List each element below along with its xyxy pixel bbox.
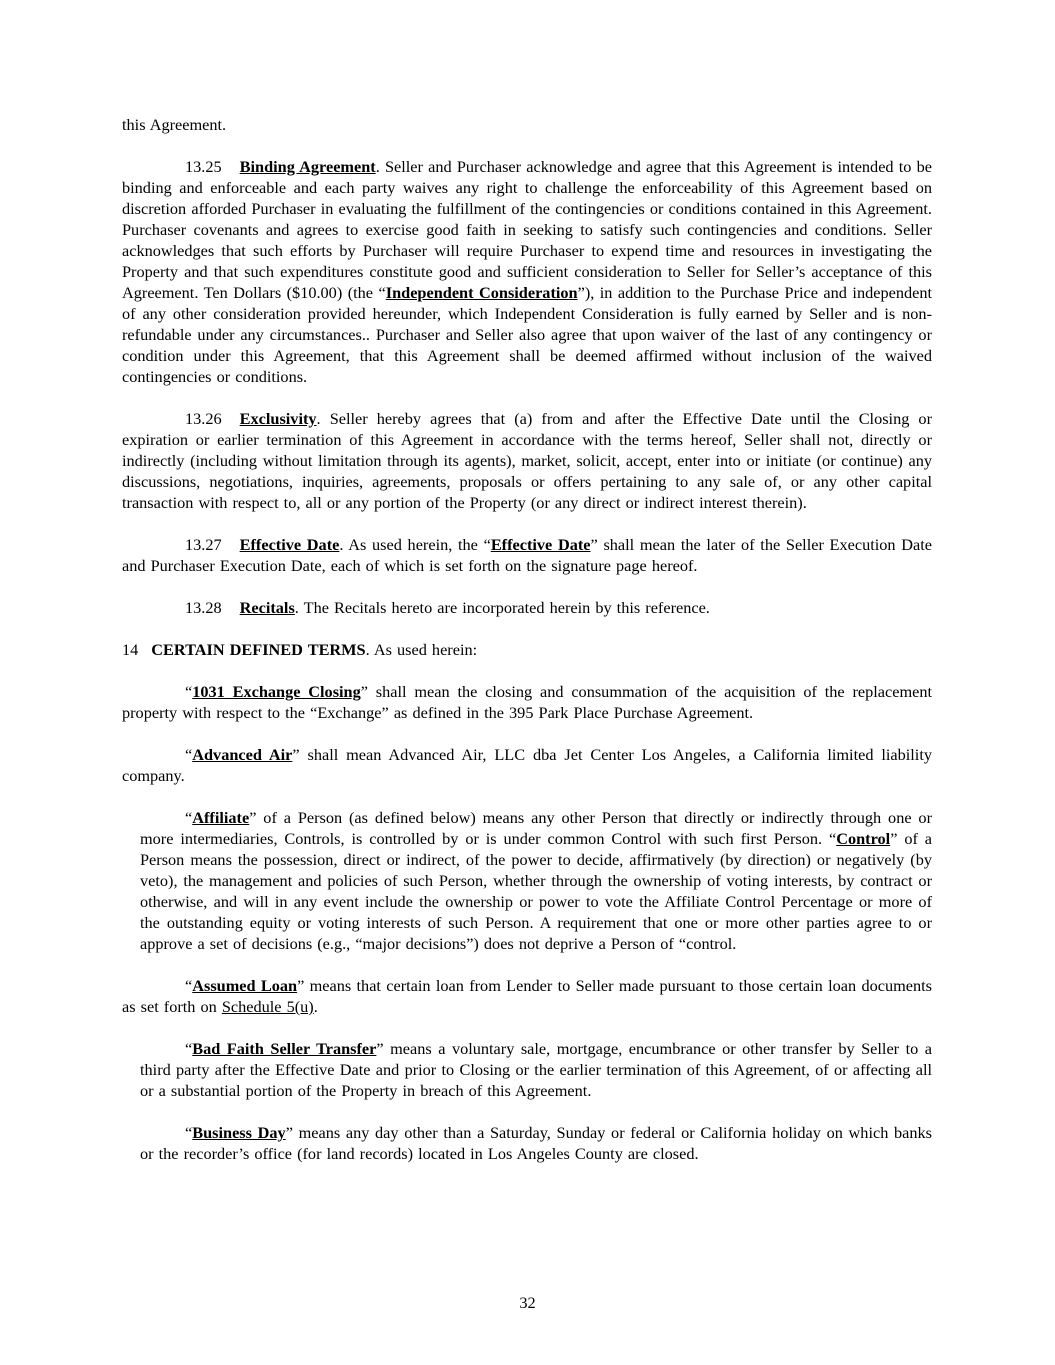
defined-term: Effective Date [490,535,591,554]
section-title: Recitals [239,598,295,617]
definition-business-day [140,1122,932,1164]
text-run: ” shall mean the later of the Seller Execution Date and Purchaser Execution Date, each of which is set forth on the signature page hereof. [122,535,932,575]
text-run: ”), in addition to the Purchase Price and independent of any other consideration provided hereunder, which Independent Consideration is fully earned by Seller and is non-refundable under any circumstances.. Purchaser and Seller also agree that upon waiver of the last of any contingency or condition under this Agreement, that this Agreement shall be deemed affirmed without inclusion of the waived contingencies or conditions. [122,283,932,386]
text-run: “ [185,1039,193,1058]
section-number: 13.25 [185,157,222,176]
section-13-28-recitals [122,597,932,618]
text-run: this Agreement. [122,115,227,134]
text-run: ” means any day other than a Saturday, Sunday or federal or California holiday on which banks or the recorder’s office (for land records) located in Los Angeles County are closed. [140,1123,932,1163]
text-run: . Seller and Purchaser acknowledge and agree that this Agreement is intended to be binding and enforceable and each party waives any right to challenge the enforceability of this Agreement based on discretion afforded Purchaser in evaluating the fulfillment of the contingencies or conditions contained in this Agreement. Purchaser covenants and agrees to exercise good faith in seeking to satisfy such contingencies and conditions. Seller acknowledges that such efforts by Purchaser will require Purchaser to expend time and resources in investigating the Property and that such expenditures constitute good and sufficient consideration to Seller for Seller’s acceptance of this Agreement. Ten Dollars ($10.00) (the “ [122,157,932,302]
paragraph-continuation [122,114,932,135]
defined-term: Affiliate [192,808,250,827]
text-run: “ [185,745,193,764]
definition-assumed-loan [122,975,932,1017]
text-run: “ [185,682,193,701]
text-run: “ [185,1123,193,1142]
definition-bad-faith-seller-transfer [140,1038,932,1101]
section-number: 13.28 [185,598,222,617]
defined-term: Advanced Air [192,745,293,764]
text-run: ” means that certain loan from Lender to Seller made pursuant to those certain loan documents as set forth on [122,976,932,1016]
text-run: . As used herein: [365,640,478,659]
schedule-reference: Schedule 5(u) [221,997,314,1016]
text-run: “ [185,976,193,995]
definition-advanced-air [122,744,932,786]
section-13-25-binding-agreement [122,156,932,387]
section-number: 14 [122,640,139,659]
section-number: 13.26 [185,409,222,428]
section-title: Exclusivity [239,409,317,428]
text-run: ” of a Person means the possession, direct or indirect, of the power to decide, affirmatively (by direction) or negatively (by veto), the management and policies of such Person, whether through the ownership of voting interests, by contract or otherwise, and will in any event include the ownership or power to vote the Affiliate Control Percentage or more of the outstanding equity or voting interests of such Person. A requirement that one or more other parties agree to or approve a set of decisions (e.g., “major decisions”) does not deprive a Person of “control. [140,829,933,953]
section-14-certain-defined-terms [122,639,932,660]
text-run: “ [185,808,193,827]
section-number: 13.27 [185,535,222,554]
text-run: ” shall mean Advanced Air, LLC dba Jet Center Los Angeles, a California limited liability company. [122,745,932,785]
text-run: . Seller hereby agrees that (a) from and after the Effective Date until the Closing or expiration or earlier termination of this Agreement in accordance with the terms hereof, Seller shall not, directly or indirectly (including without limitation through its agents), market, solicit, accept, enter into or initiate (or continue) any discussions, negotiations, inquiries, agreements, proposals or offers pertaining to any sale of, or any other capital transaction with respect to, all or any portion of the Property (or any direct or indirect interest therein). [122,409,932,512]
section-13-26-exclusivity [122,408,932,513]
definition-affiliate [140,807,932,954]
text-run: ” of a Person (as defined below) means any other Person that directly or indirectly through one or more intermediaries, Controls, is controlled by or is under common Control with such first Person. “ [140,808,932,848]
page-number: 32 [519,1293,536,1312]
section-title: Effective Date [239,535,340,554]
defined-term: Control [836,829,891,848]
defined-term: Assumed Loan [192,976,298,995]
section-title: Binding Agreement [239,157,376,176]
text-run: . [313,997,318,1016]
text-run: . As used herein, the “ [339,535,491,554]
definition-1031-exchange-closing [122,681,932,723]
defined-term: Business Day [192,1123,286,1142]
section-13-27-effective-date [122,534,932,576]
defined-term: 1031 Exchange Closing [192,682,361,701]
text-run: ” shall mean the closing and consummation of the acquisition of the replacement property with respect to the “Exchange” as defined in the 395 Park Place Purchase Agreement. [122,682,932,722]
section-title: CERTAIN DEFINED TERMS [151,640,366,659]
text-run: . The Recitals hereto are incorporated herein by this reference. [294,598,710,617]
defined-term: Independent Consideration [385,283,578,302]
text-run: ” means a voluntary sale, mortgage, encumbrance or other transfer by Seller to a third party after the Effective Date and prior to Closing or the earlier termination of this Agreement, of or affecting all or a substantial portion of the Property in breach of this Agreement. [140,1039,932,1100]
document-body [122,114,932,1185]
defined-term: Bad Faith Seller Transfer [192,1039,377,1058]
